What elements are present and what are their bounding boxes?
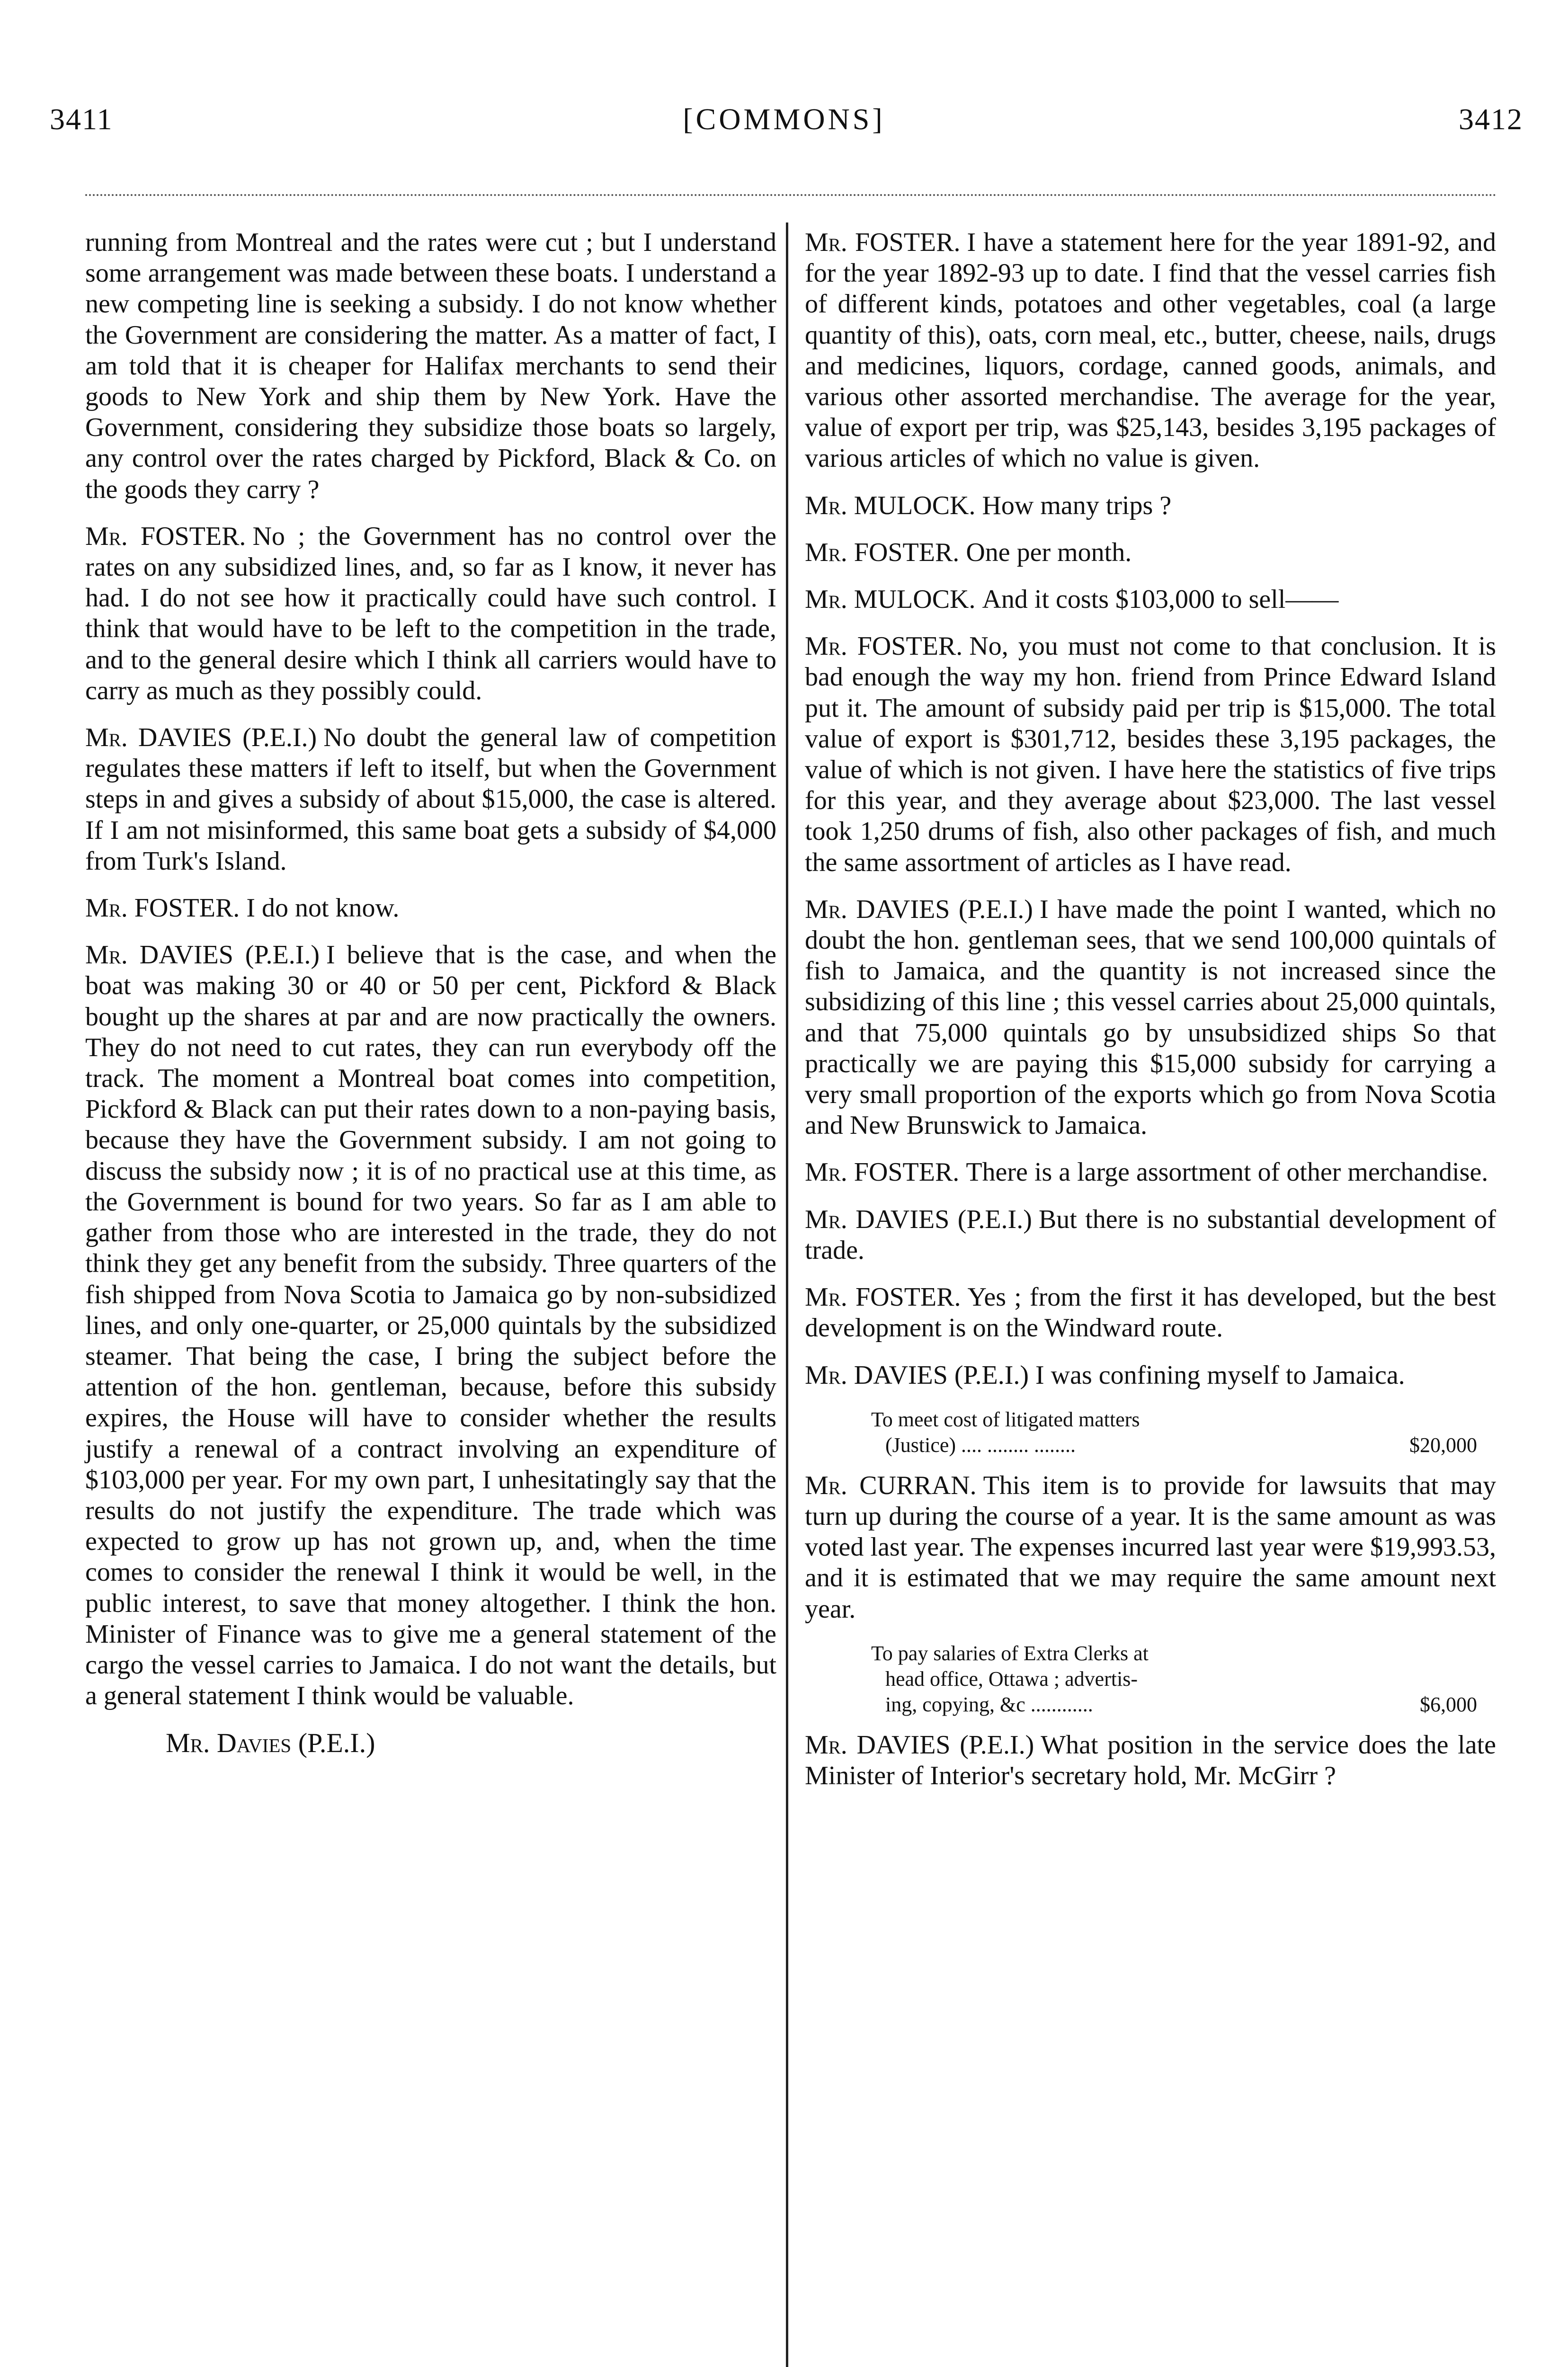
speech-text: How many trips ? [982, 490, 1172, 520]
speaker-name: Mr. DAVIES (P.E.I.) [805, 894, 1033, 924]
estimate-item [805, 1407, 1496, 1458]
speech-text: One per month. [966, 537, 1132, 567]
paragraph [805, 1470, 1496, 1625]
speech-text: And it costs $103,000 to sell—— [982, 585, 1339, 614]
speaker-name: Mr. FOSTER. [805, 1282, 961, 1312]
estimate-item-line [805, 1433, 1496, 1458]
estimate-item-line: To pay salaries of Extra Clerks at [871, 1641, 1149, 1665]
paragraph [805, 1282, 1496, 1344]
paragraph [805, 1157, 1496, 1188]
speaker-name: Mr. FOSTER. [805, 228, 961, 257]
paragraph [805, 1204, 1496, 1266]
paragraph [85, 521, 776, 706]
estimate-item-line [805, 1692, 1496, 1717]
speaker-name: Mr. FOSTER. [805, 632, 963, 661]
speaker-name: Mr. DAVIES (P.E.I.) [805, 1204, 1032, 1234]
page-number-left: 3411 [50, 102, 113, 136]
estimate-item-line: To meet cost of litigated matters [871, 1407, 1140, 1431]
paragraph [805, 1730, 1496, 1791]
speaker-name: Mr. DAVIES (P.E.I.) [85, 723, 317, 753]
paragraph [85, 893, 776, 924]
paragraph [805, 894, 1496, 1141]
speaker-name: Mr. CURRAN. [805, 1470, 977, 1500]
estimate-item-text: ing, copying, &c ............ [885, 1692, 1093, 1716]
paragraph [805, 490, 1496, 521]
column-divider [786, 222, 788, 2367]
speaker-name: Mr. MULOCK. [805, 490, 976, 520]
paragraph [805, 227, 1496, 474]
speaker-name: Mr. DAVIES (P.E.I.) [805, 1360, 1029, 1390]
estimate-item-text: (Justice) .... ........ ........ [885, 1433, 1076, 1457]
signature-line [85, 1727, 776, 1758]
speech-text: But there is no substantial development of trade. [805, 1204, 1496, 1265]
speech-text: I do not know. [246, 893, 400, 923]
speech-text: I have a statement here for the year 1891-92, and for the year 1892-93 up to date. I find that the vessel carries fish of different kinds, potatoes and other vegetables, coal (a large quantity of this), oats, corn meal, etc., butter, cheese, nails, drugs and medicines, liquors, cordage, canned goods, animals, and various other assorted merchandise. The average for the year, value of export per trip, was $25,143, besides 3,195 packages of various articles of which no value is given. [805, 228, 1496, 473]
estimate-item-line: head office, Ottawa ; advertis- [885, 1667, 1138, 1691]
left-column [85, 227, 776, 1759]
speaker-name: Mr. DAVIES (P.E.I.) [805, 1730, 1034, 1760]
speech-text: No, you must not come to that conclusion. It is bad enough the way my hon. friend from Prince Edward Island put it. The amount of subsidy paid per trip is $15,000. The total value of export is $301,712, besides these 3,195 packages, the value of which is not given. I have here the statistics of five trips for this year, and they average about $23,000. The last vessel took 1,250 drums of fish, also other packages of fish, and much the same assortment of articles as I have read. [805, 632, 1497, 877]
paragraph [805, 537, 1496, 568]
speaker-name: Mr. FOSTER. [85, 893, 240, 923]
speech-text: What position in the service does the late Minister of Interior's secretary hold, Mr. McGirr ? [805, 1730, 1496, 1790]
page-header-title: [COMMONS] [683, 102, 885, 136]
paragraph: running from Montreal and the rates were cut ; but I understand some arrangement was made between these boats. I understand a new competing line is seeking a subsidy. I do not know whether the Government are considering the matter. As a matter of fact, I am told that it is cheaper for Halifax merchants to send their goods to New York and ship them by New York. Have the Government, considering they subsidize those boats so largely, any control over the rates charged by Pickford, Black & Co. on the goods they carry ? [85, 228, 776, 504]
speaker-name: Mr. FOSTER. [805, 1157, 960, 1187]
right-column [805, 227, 1496, 1807]
speaker-name: Mr. DAVIES (P.E.I.) [85, 940, 320, 970]
speech-text: This item is to provide for lawsuits that may turn up during the course of a year. It is the same amount as was voted last year. The expenses incurred last year were $19,993.53, and it is estimated that we may require the same amount next year. [805, 1470, 1496, 1624]
signature-speaker: Mr. Davies (P.E.I.) [166, 1727, 375, 1759]
paragraph [85, 940, 776, 1711]
speech-text: No doubt the general law of competition regulates these matters if left to itself, but when the Government steps in and gives a subsidy of about $15,000, the case is altered. If I am not misinformed, this same boat gets a subsidy of $4,000 from Turk's Island. [85, 723, 776, 876]
speech-text: No ; the Government has no control over the rates on any subsidized lines, and, so far as I know, it never has had. I do not see how it practically could have such control. I think that would have to be left to the competition in the trade, and to the general desire which I think all carriers would have to carry as much as they possibly could. [85, 521, 776, 705]
speech-text: I was confining myself to Jamaica. [1035, 1360, 1405, 1390]
speaker-name: Mr. FOSTER. [85, 521, 246, 551]
paragraph [85, 722, 776, 877]
estimate-item [805, 1641, 1496, 1717]
estimate-amount: $6,000 [1420, 1692, 1477, 1716]
paragraph [805, 631, 1496, 878]
speech-text: There is a large assortment of other merchandise. [966, 1157, 1488, 1187]
header-rule [85, 194, 1497, 196]
paragraph [805, 1360, 1496, 1391]
speech-text: Yes ; from the first it has developed, but the best development is on the Windward route. [805, 1282, 1496, 1343]
estimate-amount: $20,000 [1409, 1433, 1477, 1457]
speech-text: I believe that is the case, and when the boat was making 30 or 40 or 50 per cent, Pickford & Black bought up the shares at par and are now practically the owners. They do not need to cut rates, they can run everybody off the track. The moment a Montreal boat comes into competition, Pickford & Black can put their rates down to a non-paying basis, because they have the Government subsidy. I am not going to discuss the subsidy now ; it is of no practical use at this time, as the Government is bound for two years. So far as I am able to gather from those who are interested in the trade, they do not think they get any benefit from the subsidy. Three quarters of the fish shipped from Nova Scotia to Jamaica go by non-subsidized lines, and only one-quarter, or 25,000 quintals by the subsidized steamer. That being the case, I bring the subject before the attention of the hon. gentleman, because, before this subsidy expires, the House will have to consider whether the results justify a renewal of a contract involving an expenditure of $103,000 per year. For my own part, I unhesitatingly say that the results do not justify the expenditure. The trade which was expected to grow up has not grown up, and, when the time comes to consider the renewal I think it would be well, in the public interest, to save that money altogether. I think the hon. Minister of Finance was to give me a general statement of the cargo the vessel carries to Jamaica. I do not want the details, but a general statement I think would be valuable. [85, 940, 776, 1711]
speech-text: I have made the point I wanted, which no doubt the hon. gentleman sees, that we send 100,000 quintals of fish to Jamaica, and the quantity is not increased since the subsidizing of this line ; this vessel carries about 25,000 quintals, and that 75,000 quintals go by unsubsidized ships So that practically we are paying this $15,000 subsidy for carrying a very small proportion of the exports which go from Nova Scotia and New Brunswick to Jamaica. [805, 894, 1496, 1140]
speaker-name: Mr. MULOCK. [805, 585, 976, 614]
page-number-right: 3412 [1459, 102, 1523, 136]
paragraph [805, 584, 1496, 615]
speaker-name: Mr. FOSTER. [805, 537, 960, 567]
